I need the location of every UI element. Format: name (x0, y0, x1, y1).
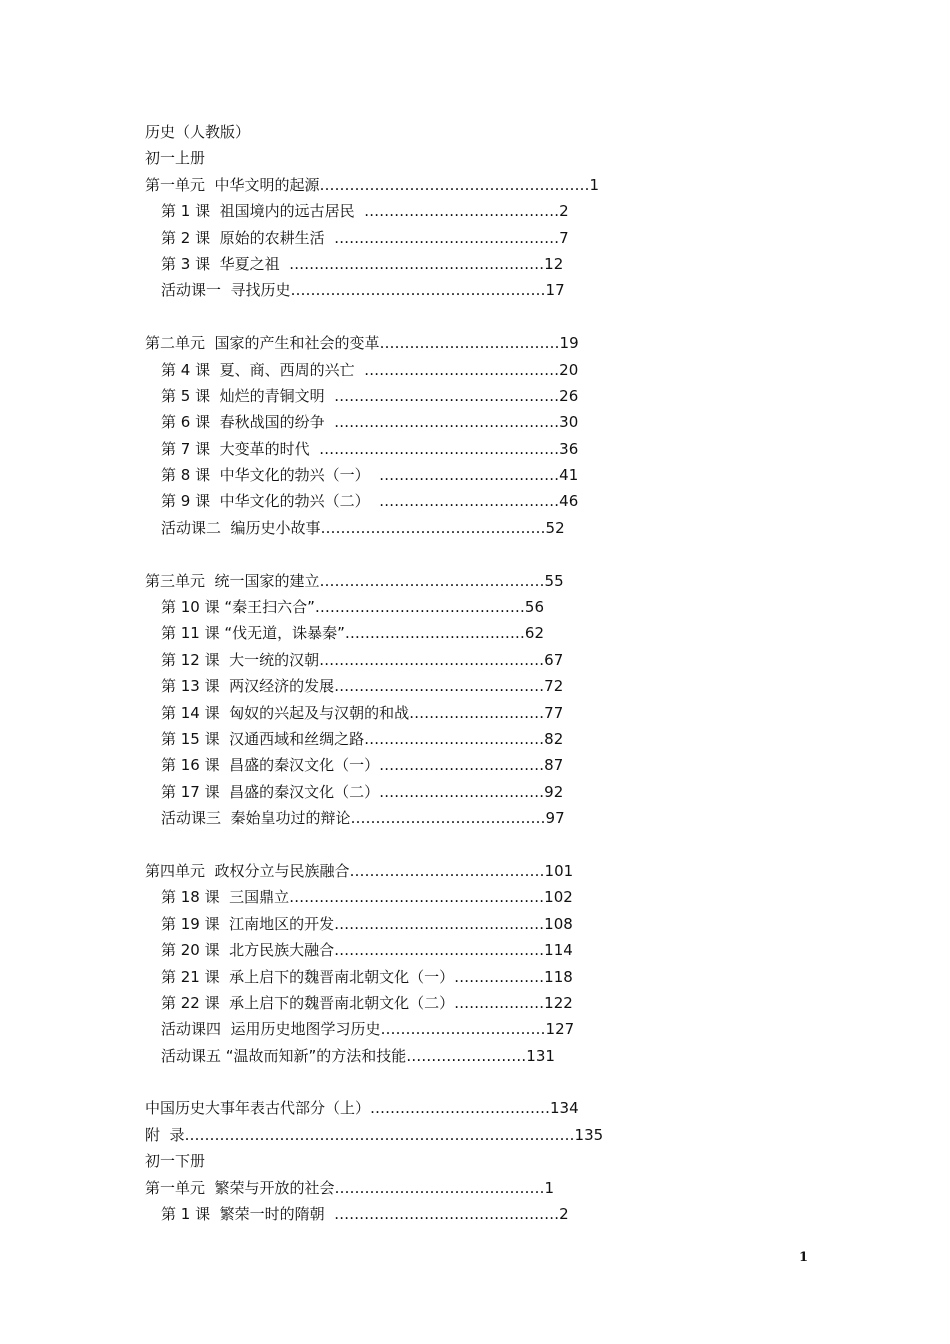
lesson-entry: 第 8 课 中华文化的勃兴（一） ………………………………41 (161, 466, 579, 485)
lesson-entry: 第 14 课 匈奴的兴起及与汉朝的和战………………………77 (161, 703, 564, 722)
lesson-entry: 第 7 课 大变革的时代 …………………………………………36 (161, 439, 579, 458)
lesson-entry: 第 9 课 中华文化的勃兴（二） ………………………………46 (161, 492, 579, 511)
lesson-entry: 第 15 课 汉通西域和丝绸之路………………………………82 (161, 729, 564, 748)
activity-entry: 活动课三 秦始皇功过的辩论…………………………………97 (161, 809, 565, 828)
unit-3-heading: 第三单元 统一国家的建立………………………………………55 (145, 571, 564, 590)
appendix-entry: 附 录……………………………………………………………………135 (145, 1125, 604, 1144)
unit-2-heading: 第二单元 国家的产生和社会的变革………………………………19 (145, 334, 579, 353)
lesson-entry: 第 1 课 祖国境内的远古居民 …………………………………2 (161, 202, 569, 221)
lesson-entry: 第 1 课 繁荣一时的隋朝 ………………………………………2 (161, 1205, 569, 1224)
activity-entry: 活动课五 “温故而知新”的方法和技能……………………131 (161, 1046, 555, 1065)
page-number: 1 (798, 1250, 808, 1265)
table-of-contents (145, 119, 665, 1227)
lesson-entry: 第 3 课 华夏之祖 ……………………………………………12 (161, 254, 564, 273)
lesson-entry: 第 12 课 大一统的汉朝………………………………………67 (161, 650, 564, 669)
lesson-entry: 第 11 课 “伐无道，诛暴秦”………………………………62 (161, 624, 545, 643)
chronology-entry: 中国历史大事年表古代部分（上）………………………………134 (145, 1099, 579, 1118)
unit-4-heading: 第四单元 政权分立与民族融合…………………………………101 (145, 861, 574, 880)
lesson-entry: 第 21 课 承上启下的魏晋南北朝文化（一）………………118 (161, 967, 573, 986)
lesson-entry: 第 17 课 昌盛的秦汉文化（二）……………………………92 (161, 782, 564, 801)
lesson-entry: 第 19 课 江南地区的开发……………………………………108 (161, 914, 573, 933)
lesson-entry: 第 13 课 两汉经济的发展……………………………………72 (161, 677, 564, 696)
lesson-entry: 第 20 课 北方民族大融合……………………………………114 (161, 941, 573, 960)
activity-entry: 活动课二 编历史小故事………………………………………52 (161, 518, 565, 537)
spacer (145, 541, 665, 567)
lesson-entry: 第 18 课 三国鼎立……………………………………………102 (161, 888, 573, 907)
lesson-entry: 第 16 课 昌盛的秦汉文化（一）……………………………87 (161, 756, 564, 775)
lesson-entry: 第 22 课 承上启下的魏晋南北朝文化（二）………………122 (161, 993, 573, 1012)
unit-1-heading: 第一单元 中华文明的起源………………………………………………1 (145, 175, 600, 194)
activity-entry: 活动课一 寻找历史……………………………………………17 (161, 281, 565, 300)
spacer (145, 304, 665, 330)
lesson-entry: 第 5 课 灿烂的青铜文明 ………………………………………26 (161, 386, 579, 405)
volume-heading-upper: 初一上册 (145, 149, 206, 168)
lesson-entry: 第 4 课 夏、商、西周的兴亡 …………………………………20 (161, 360, 579, 379)
lesson-entry: 第 10 课 “秦王扫六合”……………………………………56 (161, 598, 545, 617)
lesson-entry: 第 6 课 春秋战国的纷争 ………………………………………30 (161, 413, 579, 432)
volume-heading-lower: 初一下册 (145, 1152, 206, 1171)
activity-entry: 活动课四 运用历史地图学习历史……………………………127 (161, 1020, 575, 1039)
spacer (145, 1069, 665, 1095)
subject-title: 历史（人教版） (145, 123, 251, 141)
spacer (145, 832, 665, 858)
lesson-entry: 第 2 课 原始的农耕生活 ………………………………………7 (161, 228, 569, 247)
unit-1-heading-lower: 第一单元 繁荣与开放的社会……………………………………1 (145, 1178, 555, 1197)
